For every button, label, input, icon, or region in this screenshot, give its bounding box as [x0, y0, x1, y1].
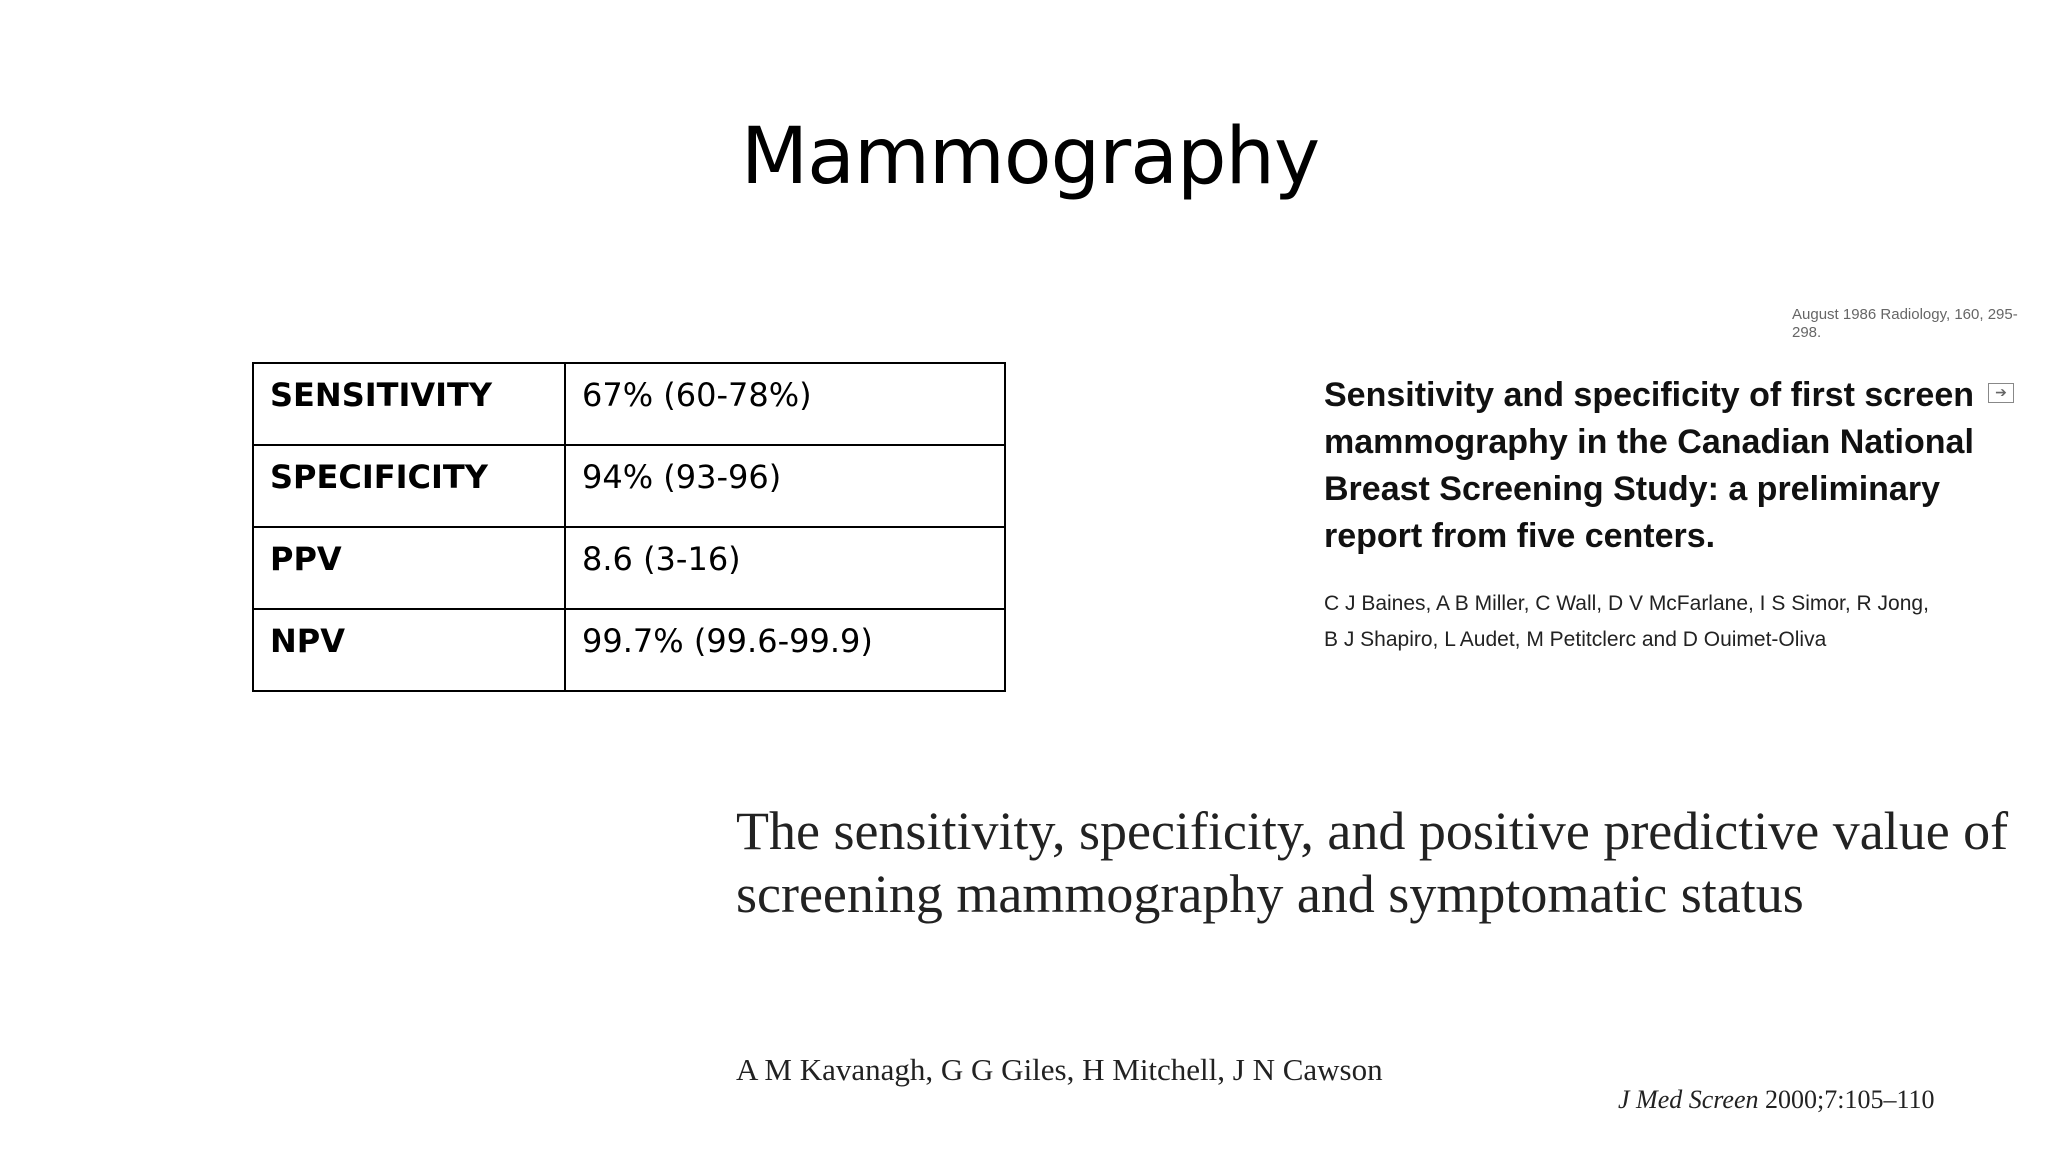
jms-paper-citation	[1618, 1085, 1935, 1115]
authors-line: B J Shapiro, L Audet, M Petitclerc and D Ouimet-Oliva	[1324, 628, 1827, 651]
row-label-npv: NPV	[253, 609, 565, 691]
radiology-paper-authors	[1324, 586, 2024, 658]
row-value-sensitivity: 67% (60-78%)	[565, 363, 1005, 445]
jms-paper-authors: A M Kavanagh, G G Giles, H Mitchell, J N Cawson	[736, 1052, 1383, 1087]
table-row	[253, 609, 1005, 691]
radiology-citation: August 1986 Radiology, 160, 295-298.	[1792, 306, 2018, 341]
row-value-ppv: 8.6 (3-16)	[565, 527, 1005, 609]
row-value-npv: 99.7% (99.6-99.9)	[565, 609, 1005, 691]
row-label-ppv: PPV	[253, 527, 565, 609]
row-value-specificity: 94% (93-96)	[565, 445, 1005, 527]
journal-name: J Med Screen	[1618, 1085, 1759, 1114]
jms-paper-title: The sensitivity, specificity, and positive predictive value of screening mammography and symptomatic status	[736, 801, 2009, 924]
table-row	[253, 445, 1005, 527]
citation-details: 2000;7:105–110	[1758, 1085, 1935, 1114]
slide-title: Mammography	[740, 112, 1320, 202]
row-label-sensitivity: SENSITIVITY	[253, 363, 565, 445]
table-row	[253, 363, 1005, 445]
row-label-specificity: SPECIFICITY	[253, 445, 565, 527]
authors-line: C J Baines, A B Miller, C Wall, D V McFarlane, I S Simor, R Jong,	[1324, 592, 1929, 615]
table-row	[253, 527, 1005, 609]
stats-table	[252, 362, 1006, 692]
export-icon: ➔	[1988, 383, 2014, 403]
radiology-paper-title: Sensitivity and specificity of first screen mammography in the Canadian National Breast Screening Study: a preliminary report from five centers.	[1324, 376, 1975, 555]
